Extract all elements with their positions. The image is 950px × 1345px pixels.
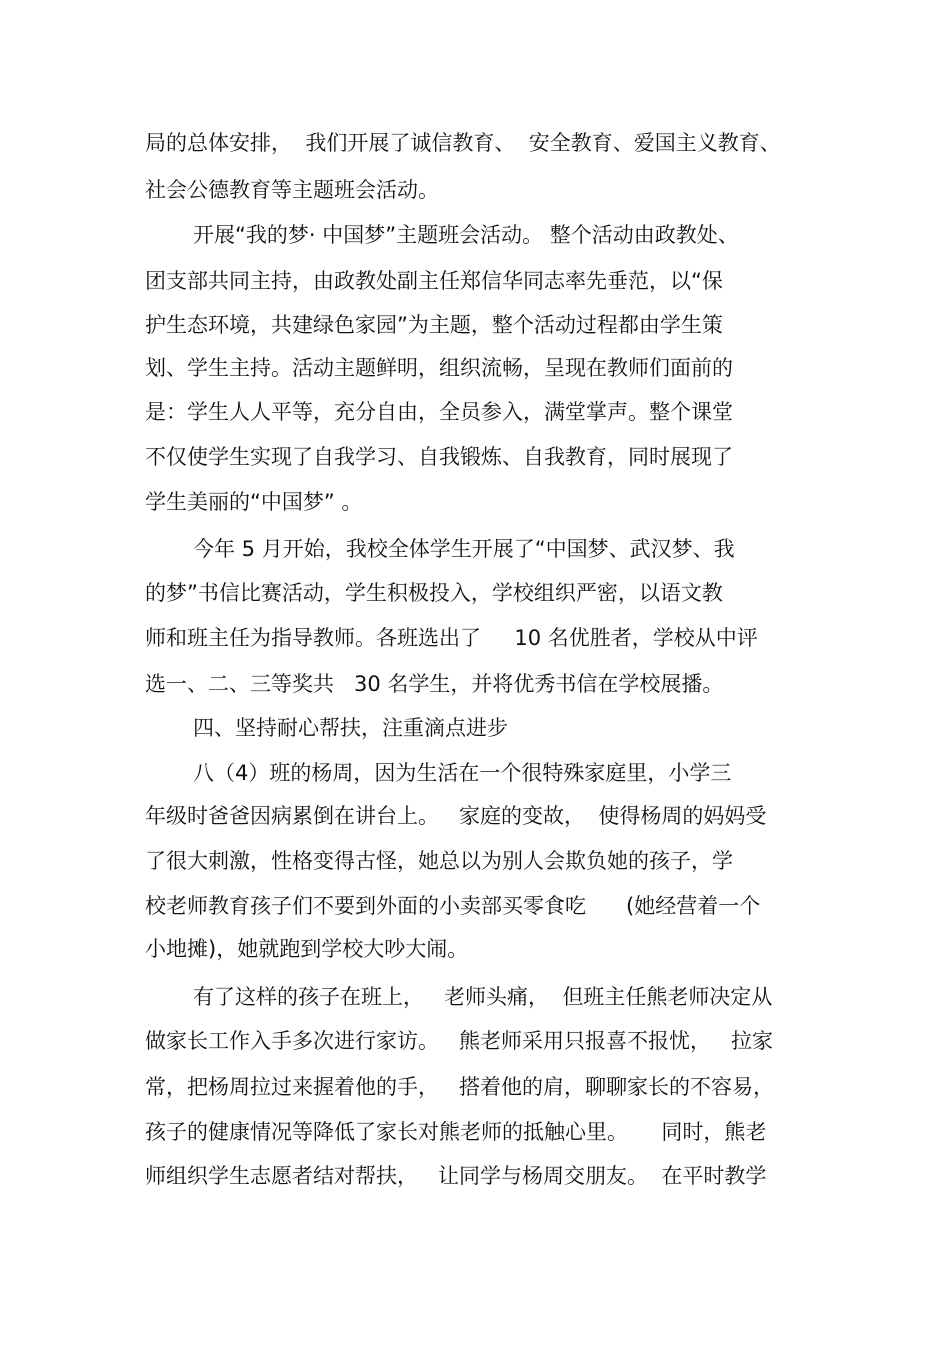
text-line: 师和班主任为指导教师。各班选出了 10 名优胜者，学校从中评 <box>145 626 758 650</box>
text-line: 的梦”书信比赛活动，学生积极投入，学校组织严密，以语文教 <box>145 581 723 605</box>
text-line: 年级时爸爸因病累倒在讲台上。 家庭的变故， 使得杨周的妈妈受 <box>145 804 767 828</box>
paragraph-first-line: 开展“我的梦· 中国梦”主题班会活动。 整个活动由政教处、 <box>193 223 739 247</box>
paragraph-first-line: 今年 5 月开始，我校全体学生开展了“中国梦、武汉梦、我 <box>193 537 735 561</box>
text-line: 学生美丽的“中国梦” 。 <box>145 490 363 514</box>
text-line: 校老师教育孩子们不要到外面的小卖部买零食吃 (她经营着一个 <box>145 894 761 918</box>
text-line: 师组织学生志愿者结对帮扶， 让同学与杨周交朋友。 在平时教学 <box>145 1164 767 1188</box>
text-line: 是：学生人人平等，充分自由，全员参入，满堂掌声。整个课堂 <box>145 400 733 424</box>
paragraph-first-line: 有了这样的孩子在班上， 老师头痛， 但班主任熊老师决定从 <box>193 985 773 1009</box>
text-line: 社会公德教育等主题班会活动。 <box>145 178 439 202</box>
text-line: 做家长工作入手多次进行家访。 熊老师采用只报喜不报忧， 拉家 <box>145 1029 774 1053</box>
text-line: 局的总体安排， 我们开展了诚信教育、 安全教育、爱国主义教育、 <box>145 131 781 155</box>
text-line: 团支部共同主持，由政教处副主任郑信华同志率先垂范，以“保 <box>145 269 723 293</box>
text-line: 常，把杨周拉过来握着他的手， 搭着他的肩，聊聊家长的不容易， <box>145 1075 775 1099</box>
section-heading: 四、坚持耐心帮扶，注重滴点进步 <box>193 716 508 740</box>
text-line: 选一、二、三等奖共 30 名学生，并将优秀书信在学校展播。 <box>145 672 724 696</box>
text-line: 不仅使学生实现了自我学习、自我锻炼、自我教育，同时展现了 <box>145 445 733 469</box>
text-line: 护生态环境，共建绿色家园”为主题，整个活动过程都由学生策 <box>145 313 723 337</box>
text-line: 小地摊)，她就跑到学校大吵大闹。 <box>145 937 469 961</box>
text-line: 了很大刺激，性格变得古怪，她总以为别人会欺负她的孩子，学 <box>145 849 733 873</box>
paragraph-first-line: 八（4）班的杨周，因为生活在一个很特殊家庭里，小学三 <box>193 761 732 785</box>
text-line: 划、学生主持。活动主题鲜明，组织流畅，呈现在教师们面前的 <box>145 356 733 380</box>
text-line: 孩子的健康情况等降低了家长对熊老师的抵触心里。 同时，熊老 <box>145 1120 767 1144</box>
